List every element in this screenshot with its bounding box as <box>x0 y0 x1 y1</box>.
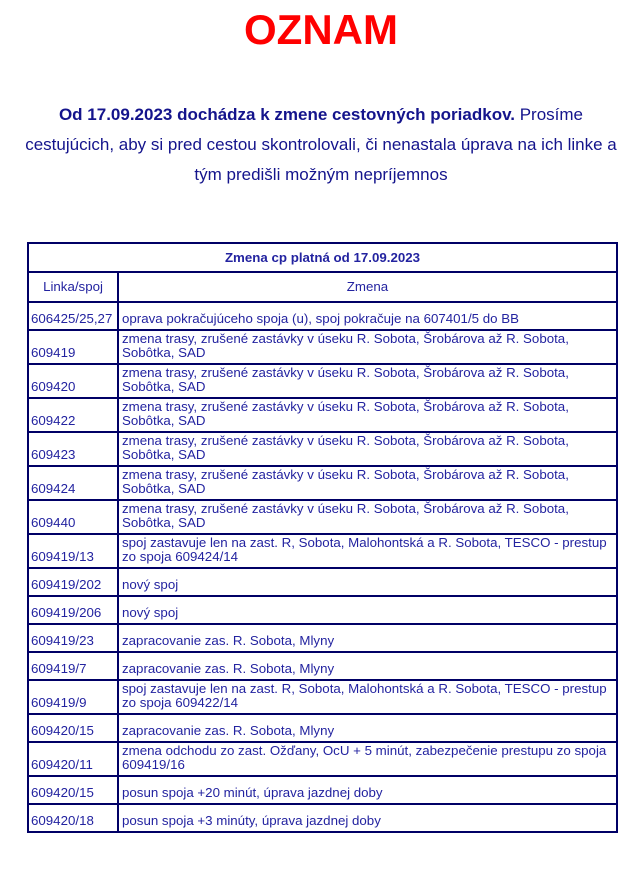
zmena-cell: spoj zastavuje len na zast. R, Sobota, Malohontská a R. Sobota, TESCO - prestup zo spoja 609422/14 <box>118 680 617 714</box>
linka-cell: 609420/15 <box>28 776 118 804</box>
table-row <box>28 500 617 534</box>
table-row <box>28 714 617 742</box>
table-row <box>28 432 617 466</box>
linka-cell: 609420 <box>28 364 118 398</box>
zmena-cell: spoj zastavuje len na zast. R, Sobota, Malohontská a R. Sobota, TESCO - prestup zo spoja 609424/14 <box>118 534 617 568</box>
linka-cell: 609419/7 <box>28 652 118 680</box>
table-header-row <box>28 272 617 302</box>
table-row <box>28 742 617 776</box>
table-row <box>28 302 617 330</box>
linka-cell: 609419/13 <box>28 534 118 568</box>
table-head-section <box>28 243 617 302</box>
intro-paragraph <box>21 100 621 190</box>
intro-lead-rest: Prosíme cestujúcich, aby si pred cestou skontrolovali, či nenastala úprava na ich linke a tým predišli možným nepríjemnos <box>25 105 617 184</box>
linka-cell: 609419/202 <box>28 568 118 596</box>
zmena-cell: zmena trasy, zrušené zastávky v úseku R. Sobota, Šrobárova až R. Sobota, Sobôtka, SAD <box>118 398 617 432</box>
zmena-cell: oprava pokračujúceho spoja (u), spoj pokračuje na 607401/5 do BB <box>118 302 617 330</box>
linka-cell: 609419/9 <box>28 680 118 714</box>
table-caption-row <box>28 243 617 272</box>
page-title: OZNAM <box>244 6 398 53</box>
zmena-cell: zmena trasy, zrušené zastávky v úseku R. Sobota, Šrobárova až R. Sobota, Sobôtka, SAD <box>118 500 617 534</box>
linka-cell: 609423 <box>28 432 118 466</box>
linka-cell: 609420/18 <box>28 804 118 832</box>
linka-cell: 609424 <box>28 466 118 500</box>
linka-cell: 609422 <box>28 398 118 432</box>
linka-cell: 609419/23 <box>28 624 118 652</box>
linka-cell: 609419 <box>28 330 118 364</box>
table-row <box>28 364 617 398</box>
table-row <box>28 804 617 832</box>
table-row <box>28 776 617 804</box>
linka-cell: 609419/206 <box>28 596 118 624</box>
table-row <box>28 534 617 568</box>
intro-lead-bold: Od 17.09.2023 dochádza k zmene cestovných poriadkov. <box>58 105 515 124</box>
table-row <box>28 568 617 596</box>
linka-cell: 609420/11 <box>28 742 118 776</box>
announcement-page <box>0 6 642 894</box>
table-caption: Zmena cp platná od 17.09.2023 <box>28 243 617 272</box>
announcement-table <box>27 242 618 833</box>
table-row <box>28 624 617 652</box>
zmena-cell: zmena trasy, zrušené zastávky v úseku R. Sobota, Šrobárova až R. Sobota, Sobôtka, SAD <box>118 330 617 364</box>
zmena-cell: zmena trasy, zrušené zastávky v úseku R. Sobota, Šrobárova až R. Sobota, Sobôtka, SAD <box>118 364 617 398</box>
table-row <box>28 680 617 714</box>
table-row <box>28 652 617 680</box>
table-body <box>28 302 617 832</box>
zmena-cell: zmena trasy, zrušené zastávky v úseku R. Sobota, Šrobárova až R. Sobota, Sobôtka, SAD <box>118 432 617 466</box>
linka-cell: 609440 <box>28 500 118 534</box>
zmena-cell: posun spoja +20 minút, úprava jazdnej doby <box>118 776 617 804</box>
zmena-cell: posun spoja +3 minúty, úprava jazdnej doby <box>118 804 617 832</box>
zmena-cell: zmena odchodu zo zast. Ožďany, OcU + 5 minút, zabezpečenie prestupu zo spoja 609419/16 <box>118 742 617 776</box>
column-header-zmena: Zmena <box>118 272 617 302</box>
zmena-cell: nový spoj <box>118 568 617 596</box>
zmena-cell: nový spoj <box>118 596 617 624</box>
zmena-cell: zapracovanie zas. R. Sobota, Mlyny <box>118 714 617 742</box>
table-row <box>28 596 617 624</box>
linka-cell: 609420/15 <box>28 714 118 742</box>
column-header-linka: Linka/spoj <box>28 272 118 302</box>
table-row <box>28 466 617 500</box>
table-row <box>28 330 617 364</box>
linka-cell: 606425/25,27 <box>28 302 118 330</box>
zmena-cell: zapracovanie zas. R. Sobota, Mlyny <box>118 652 617 680</box>
table-row <box>28 398 617 432</box>
zmena-cell: zapracovanie zas. R. Sobota, Mlyny <box>118 624 617 652</box>
zmena-cell: zmena trasy, zrušené zastávky v úseku R. Sobota, Šrobárova až R. Sobota, Sobôtka, SAD <box>118 466 617 500</box>
